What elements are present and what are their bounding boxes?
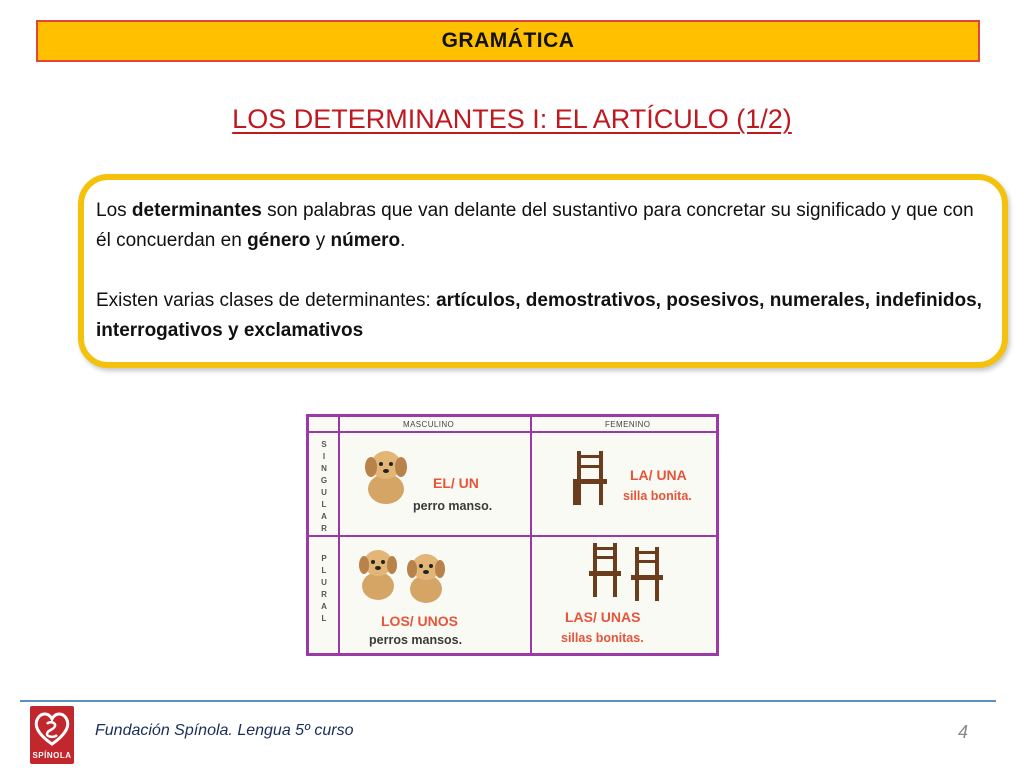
text-run: son palabras que van delante del sustantivo para concretar su significado y que con él concuerdan en — [96, 200, 974, 251]
cell-label-los-unos: LOS/ UNOS — [381, 613, 459, 629]
text-run: y — [310, 230, 331, 251]
page-title: LOS DETERMINANTES I: EL ARTÍCULO (1/2) — [232, 104, 792, 134]
row-header-letter: A — [321, 512, 327, 521]
col-header-femenino: FEMENINO — [605, 420, 651, 429]
text-run: . — [400, 230, 406, 251]
row-header-letter: L — [321, 500, 327, 509]
logo-brand-text: SPÍNOLA — [32, 751, 72, 760]
definition-box — [78, 174, 1008, 368]
row-header-singular — [318, 439, 330, 535]
determiner-classes-list: artículos, demostrativos, posesivos, numerales, indefinidos, interrogativos y exclamativos — [96, 290, 982, 341]
page-number: 4 — [958, 722, 969, 742]
row-header-letter: R — [321, 524, 327, 533]
row-header-letter: P — [321, 554, 327, 563]
row-header-letter: A — [321, 602, 327, 611]
row-header-letter: I — [322, 452, 326, 461]
row-header-letter: G — [320, 476, 328, 485]
section-header — [36, 20, 980, 62]
chair-illustration — [571, 449, 609, 507]
articles-table-image — [306, 414, 719, 656]
heart-icon — [30, 708, 74, 748]
row-header-letter: U — [321, 578, 327, 587]
cell-desc-perros-mansos: perros mansos. — [369, 633, 463, 647]
keyword-numero: número — [330, 230, 401, 251]
definition-paragraph-2 — [96, 286, 988, 346]
row-header-letter: L — [321, 566, 327, 575]
definition-paragraph-1 — [96, 196, 988, 256]
row-header-letter: L — [321, 614, 327, 623]
cell-label-la-una: LA/ UNA — [630, 467, 687, 483]
fundacion-spinola-logo — [30, 706, 74, 764]
chairs-illustration — [589, 541, 669, 603]
row-header-letter: S — [321, 440, 327, 449]
cell-desc-perro-manso: perro manso. — [413, 499, 493, 513]
cell-desc-silla-bonita: silla bonita. — [623, 489, 692, 503]
cell-label-las-unas: LAS/ UNAS — [565, 609, 641, 625]
row-header-plural — [318, 553, 330, 625]
text-run: Los — [96, 200, 132, 221]
section-header-label: GRAMÁTICA — [441, 29, 575, 52]
row-header-letter: N — [321, 464, 327, 473]
keyword-determinantes: determinantes — [131, 200, 262, 221]
text-run: Existen varias clases de determinantes: — [96, 290, 437, 311]
puppies-illustration — [353, 541, 453, 603]
row-header-letter: R — [321, 590, 327, 599]
col-header-masculino: MASCULINO — [403, 420, 455, 429]
cell-desc-sillas-bonitas: sillas bonitas. — [561, 631, 644, 645]
row-header-letter: U — [321, 488, 327, 497]
keyword-genero: género — [247, 230, 311, 251]
cell-label-el-un: EL/ UN — [433, 475, 479, 491]
footer-divider — [20, 700, 996, 702]
puppy-illustration — [359, 443, 413, 505]
footer-caption: Fundación Spínola. Lengua 5º curso — [95, 722, 354, 739]
